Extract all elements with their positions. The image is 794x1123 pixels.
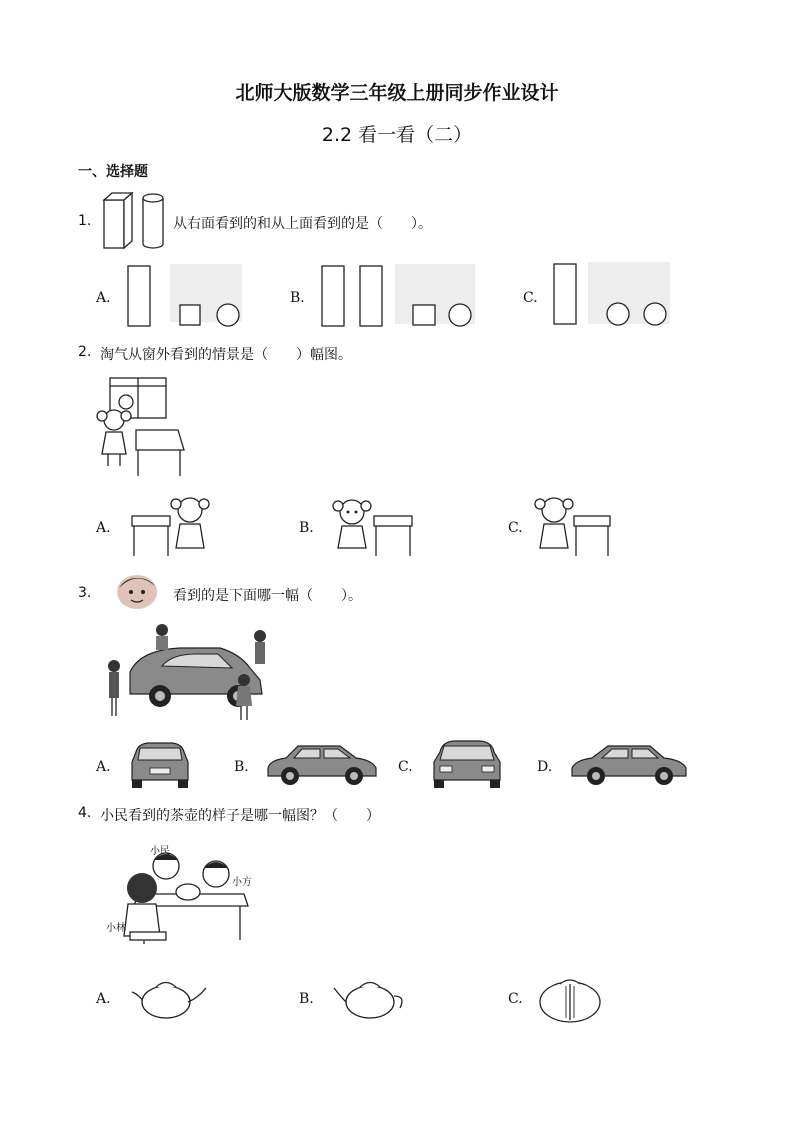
question-1-number: 1. [78, 213, 92, 229]
label-xiaofang: 小方 [232, 877, 252, 888]
label-xiaolin: 小林 [106, 923, 126, 934]
teapot-handle [394, 996, 402, 1008]
page-subtitle: 2.2 看一看（二） [321, 124, 473, 146]
q2-option-a-label[interactable]: A. [96, 520, 111, 536]
stool [130, 932, 166, 940]
q2-option-c-label[interactable]: C. [508, 520, 523, 536]
rectangle-shape [128, 266, 150, 326]
q3-option-b-label[interactable]: B. [234, 759, 249, 775]
q1-option-a-label[interactable]: A. [96, 290, 111, 306]
xiaolin-head [127, 873, 157, 903]
square-shape [180, 305, 200, 325]
boy-top-head [156, 624, 168, 636]
table-top [574, 516, 610, 526]
cuboid-front [104, 200, 124, 248]
q1-option-a-figure[interactable] [120, 258, 250, 332]
question-3-number: 3. [78, 585, 92, 601]
girl-back-head [178, 498, 202, 522]
teapot-lid [156, 983, 176, 988]
q2-scene-figure [90, 376, 190, 480]
q2-option-c-figure[interactable] [536, 494, 616, 560]
girl-face [340, 500, 364, 524]
teapot-lid [360, 983, 380, 988]
q4-option-b-label[interactable]: B. [299, 991, 314, 1007]
table-top [132, 516, 170, 526]
label-xiaomin: 小民 [150, 846, 170, 857]
girl-dress [540, 524, 568, 548]
square-shape [413, 305, 435, 325]
q4-option-a-label[interactable]: A. [96, 991, 111, 1007]
table-top [374, 516, 412, 526]
question-2-text: 淘气从窗外看到的情景是（ ）幅图。 [100, 347, 352, 363]
question-1-text: 从右面看到的和从上面看到的是（ ）。 [173, 216, 432, 232]
q3-option-a-label[interactable]: A. [96, 759, 111, 775]
page-title: 北师大版数学三年级上册同步作业设计 [235, 82, 559, 104]
q4-option-c-figure[interactable] [536, 972, 606, 1026]
teapot-spout [334, 988, 346, 1002]
q3-option-c-label[interactable]: C. [398, 759, 413, 775]
girl-front-head [238, 674, 250, 686]
cuboid-side [124, 193, 132, 248]
girl-dress [338, 526, 366, 548]
q2-option-a-figure[interactable] [128, 494, 218, 560]
girl-head [104, 410, 124, 430]
q1-option-b-label[interactable]: B. [290, 290, 305, 306]
q3-option-d-figure[interactable] [568, 740, 692, 788]
rectangle-shape [554, 264, 576, 324]
q1-option-c-figure[interactable] [548, 258, 678, 332]
cylinder-body [143, 198, 163, 248]
q1-option-b-figure[interactable] [315, 258, 480, 332]
circle-shape [217, 304, 239, 326]
question-4-text: 小民看到的茶壶的样子是哪一幅图？（ ） [100, 808, 380, 824]
cylinder-top [143, 194, 163, 202]
section-heading: 一、选择题 [78, 164, 148, 180]
q3-option-c-figure[interactable] [430, 738, 504, 792]
teapot-spout [188, 988, 206, 1002]
question-4-number: 4. [78, 805, 92, 821]
q4-option-c-label[interactable]: C. [508, 991, 523, 1007]
rectangle-shape [360, 266, 382, 326]
girl-dress [102, 432, 126, 454]
teapot [176, 884, 200, 900]
question-3-text: 看到的是下面哪一幅（ ）。 [173, 588, 362, 604]
q2-option-b-label[interactable]: B. [299, 520, 314, 536]
q1-option-c-label[interactable]: C. [523, 290, 538, 306]
q2-option-b-figure[interactable] [330, 494, 420, 560]
girl-right-head [254, 630, 266, 642]
boy-left-head [108, 660, 120, 672]
q4-option-b-figure[interactable] [330, 972, 412, 1024]
q3-option-d-label[interactable]: D. [537, 759, 553, 775]
teapot-lid [560, 980, 580, 984]
q3-scene-figure [100, 622, 280, 722]
q4-scene-figure [104, 840, 254, 950]
teapot-body [346, 986, 394, 1018]
question-2-number: 2. [78, 344, 92, 360]
girl-back-head [542, 498, 566, 522]
q4-option-a-figure[interactable] [128, 972, 210, 1024]
q1-solids-figure [100, 190, 170, 252]
circle-shape [644, 303, 666, 325]
table-top [136, 430, 184, 450]
girl-dress [176, 524, 204, 548]
boy-head [119, 395, 133, 409]
circle-shape [449, 304, 471, 326]
q3-option-b-figure[interactable] [264, 740, 380, 788]
rectangle-shape [322, 266, 344, 326]
q3-option-a-figure[interactable] [128, 740, 192, 792]
circle-shape [607, 303, 629, 325]
teapot-body [142, 986, 190, 1018]
q3-face-icon [113, 570, 161, 612]
